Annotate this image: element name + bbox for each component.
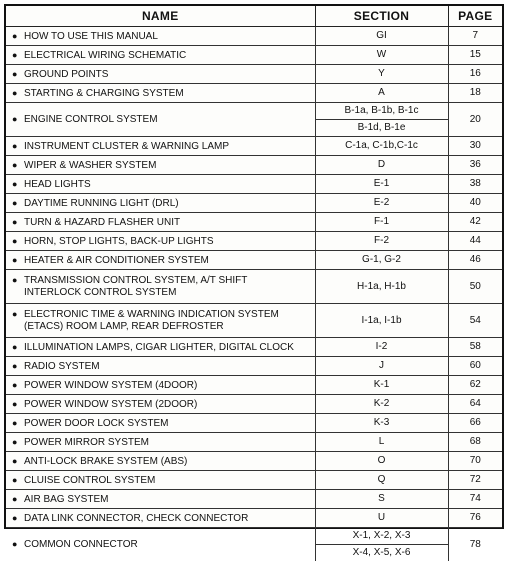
table-row: [6, 490, 502, 509]
row-section-cell: [315, 194, 448, 213]
bullet-icon: ●: [12, 68, 24, 80]
row-name: AIR BAG SYSTEM: [24, 494, 108, 506]
row-section-cell: [315, 65, 448, 84]
row-name-cell: [6, 452, 315, 471]
table-row: [6, 137, 502, 156]
row-section: B-1a, B-1b, B-1c: [316, 103, 448, 120]
table-of-contents: [4, 4, 504, 529]
row-name: (ETACS) ROOM LAMP, REAR DEFROSTER: [12, 321, 224, 333]
page-column-header: PAGE: [448, 6, 502, 27]
row-section: I-1a, I-1b: [361, 315, 401, 326]
bullet-icon: ●: [12, 274, 24, 286]
row-name-cell: [6, 338, 315, 357]
table-row: [6, 509, 502, 528]
bullet-icon: ●: [12, 159, 24, 171]
bullet-icon: ●: [12, 538, 24, 550]
row-section: C-1a, C-1b,C-1c: [345, 140, 418, 151]
row-name: POWER DOOR LOCK SYSTEM: [24, 418, 168, 430]
row-section-cell: [315, 251, 448, 270]
row-name-cell: [6, 251, 315, 270]
row-name-cell: [6, 232, 315, 251]
row-name-cell: [6, 304, 315, 338]
row-name: HORN, STOP LIGHTS, BACK-UP LIGHTS: [24, 236, 214, 248]
row-section: B-1d, B-1e: [316, 120, 448, 136]
row-name: POWER WINDOW SYSTEM (2DOOR): [24, 399, 197, 411]
row-page: 78: [448, 528, 502, 561]
table-row: [6, 84, 502, 103]
row-section: E-1: [374, 178, 390, 189]
row-section-cell: [315, 357, 448, 376]
table-row: [6, 27, 502, 46]
row-name-cell: [6, 471, 315, 490]
table-row: [6, 433, 502, 452]
row-page: 20: [448, 103, 502, 137]
table-row: [6, 156, 502, 175]
table-row: [6, 46, 502, 65]
row-name-cell: [6, 27, 315, 46]
row-name: STARTING & CHARGING SYSTEM: [24, 88, 184, 100]
row-section: J: [379, 360, 384, 371]
row-page: 50: [448, 270, 502, 304]
table-row: [6, 251, 502, 270]
row-section-cell: [315, 452, 448, 471]
row-page: 62: [448, 376, 502, 395]
row-page: 30: [448, 137, 502, 156]
bullet-icon: ●: [12, 379, 24, 391]
row-name: INSTRUMENT CLUSTER & WARNING LAMP: [24, 141, 229, 153]
row-section: F-2: [374, 235, 389, 246]
row-section: W: [377, 49, 386, 60]
row-page: 74: [448, 490, 502, 509]
bullet-icon: ●: [12, 140, 24, 152]
row-section: K-1: [374, 379, 390, 390]
row-section-cell: [315, 395, 448, 414]
row-name-cell: [6, 433, 315, 452]
row-section-cell: [315, 376, 448, 395]
row-name: DATA LINK CONNECTOR, CHECK CONNECTOR: [24, 513, 248, 525]
row-name-cell: [6, 395, 315, 414]
bullet-icon: ●: [12, 197, 24, 209]
row-name: GROUND POINTS: [24, 69, 108, 81]
row-name-cell: [6, 175, 315, 194]
row-page: 18: [448, 84, 502, 103]
bullet-icon: ●: [12, 87, 24, 99]
bullet-icon: ●: [12, 417, 24, 429]
row-name-cell: [6, 270, 315, 304]
row-section: Y: [378, 68, 385, 79]
row-name: ILLUMINATION LAMPS, CIGAR LIGHTER, DIGITAL CLOCK: [24, 342, 294, 354]
row-page: 42: [448, 213, 502, 232]
row-section: O: [378, 455, 386, 466]
row-page: 72: [448, 471, 502, 490]
row-name: CLUISE CONTROL SYSTEM: [24, 475, 155, 487]
row-name-cell: [6, 84, 315, 103]
table-row: [6, 213, 502, 232]
bullet-icon: ●: [12, 455, 24, 467]
table-row: [6, 103, 502, 137]
row-name-cell: [6, 156, 315, 175]
row-section-cell: [315, 103, 448, 137]
bullet-icon: ●: [12, 254, 24, 266]
row-section: D: [378, 159, 385, 170]
row-page: 64: [448, 395, 502, 414]
row-section-cell: [315, 84, 448, 103]
bullet-icon: ●: [12, 398, 24, 410]
row-page: 40: [448, 194, 502, 213]
table-row: [6, 194, 502, 213]
row-name: WIPER & WASHER SYSTEM: [24, 160, 156, 172]
bullet-icon: ●: [12, 512, 24, 524]
bullet-icon: ●: [12, 216, 24, 228]
row-section: X-4, X-5, X-6: [316, 545, 448, 561]
contents-rows: [6, 27, 502, 561]
row-section-cell: [315, 270, 448, 304]
row-name-cell: [6, 46, 315, 65]
contents-table: [6, 6, 502, 561]
row-name: INTERLOCK CONTROL SYSTEM: [12, 287, 176, 299]
row-section-cell: [315, 414, 448, 433]
table-row: [6, 395, 502, 414]
row-section: G-1, G-2: [362, 254, 401, 265]
table-row: [6, 175, 502, 194]
row-name-cell: [6, 137, 315, 156]
bullet-icon: ●: [12, 493, 24, 505]
row-section-cell: [315, 304, 448, 338]
row-page: 38: [448, 175, 502, 194]
row-section-cell: [315, 175, 448, 194]
row-name: HOW TO USE THIS MANUAL: [24, 31, 158, 43]
row-name: RADIO SYSTEM: [24, 361, 100, 373]
bullet-icon: ●: [12, 49, 24, 61]
row-name-cell: [6, 509, 315, 528]
section-column-header: SECTION: [315, 6, 448, 27]
row-page: 16: [448, 65, 502, 84]
row-name: TURN & HAZARD FLASHER UNIT: [24, 217, 180, 229]
row-section-cell: [315, 433, 448, 452]
row-page: 70: [448, 452, 502, 471]
row-name: ELECTRICAL WIRING SCHEMATIC: [24, 50, 186, 62]
row-section-cell: [315, 137, 448, 156]
row-section: K-2: [374, 398, 390, 409]
bullet-icon: ●: [12, 341, 24, 353]
row-name-cell: [6, 194, 315, 213]
table-row: [6, 414, 502, 433]
row-name: HEAD LIGHTS: [24, 179, 91, 191]
table-row: [6, 65, 502, 84]
row-name-cell: [6, 490, 315, 509]
row-page: 44: [448, 232, 502, 251]
row-section: A: [378, 87, 385, 98]
bullet-icon: ●: [12, 30, 24, 42]
row-name-cell: [6, 213, 315, 232]
row-section: GI: [376, 30, 387, 41]
row-section-cell: [315, 46, 448, 65]
bullet-icon: ●: [12, 308, 24, 320]
row-section-cell: [315, 156, 448, 175]
row-name: DAYTIME RUNNING LIGHT (DRL): [24, 198, 179, 210]
row-section: F-1: [374, 216, 389, 227]
row-name-cell: [6, 103, 315, 137]
table-row: [6, 270, 502, 304]
bullet-icon: ●: [12, 178, 24, 190]
row-page: 68: [448, 433, 502, 452]
table-row: [6, 471, 502, 490]
table-row: [6, 452, 502, 471]
row-section-cell: [315, 213, 448, 232]
row-name: ENGINE CONTROL SYSTEM: [24, 114, 158, 126]
row-section-cell: [315, 509, 448, 528]
row-name-cell: [6, 376, 315, 395]
row-section-cell: [315, 232, 448, 251]
row-name-cell: [6, 65, 315, 84]
row-page: 76: [448, 509, 502, 528]
row-section: K-3: [374, 417, 390, 428]
bullet-icon: ●: [12, 436, 24, 448]
row-name-cell: [6, 357, 315, 376]
row-section: Q: [378, 474, 386, 485]
row-section: I-2: [376, 341, 388, 352]
row-section-cell: [315, 490, 448, 509]
row-page: 36: [448, 156, 502, 175]
row-page: 46: [448, 251, 502, 270]
row-page: 58: [448, 338, 502, 357]
header-row: [6, 6, 502, 27]
row-name: COMMON CONNECTOR: [24, 539, 138, 551]
row-section: H-1a, H-1b: [357, 281, 406, 292]
bullet-icon: ●: [12, 235, 24, 247]
row-name: TRANSMISSION CONTROL SYSTEM, A/T SHIFT: [24, 275, 247, 287]
row-section-cell: [315, 338, 448, 357]
row-name: HEATER & AIR CONDITIONER SYSTEM: [24, 255, 209, 267]
table-row: [6, 232, 502, 251]
row-section-cell: [315, 471, 448, 490]
row-section: U: [378, 512, 385, 523]
row-page: 7: [448, 27, 502, 46]
row-section: E-2: [374, 197, 390, 208]
row-name: POWER WINDOW SYSTEM (4DOOR): [24, 380, 197, 392]
row-page: 15: [448, 46, 502, 65]
row-name-cell: [6, 414, 315, 433]
row-page: 54: [448, 304, 502, 338]
table-row: [6, 357, 502, 376]
table-row: [6, 376, 502, 395]
table-row: [6, 338, 502, 357]
row-page: 66: [448, 414, 502, 433]
row-name: ELECTRONIC TIME & WARNING INDICATION SYSTEM: [24, 309, 279, 321]
bullet-icon: ●: [12, 360, 24, 372]
name-column-header: NAME: [6, 6, 315, 27]
bullet-icon: ●: [12, 474, 24, 486]
row-section-cell: [315, 27, 448, 46]
row-name: POWER MIRROR SYSTEM: [24, 437, 149, 449]
bullet-icon: ●: [12, 113, 24, 125]
row-page: 60: [448, 357, 502, 376]
row-section: L: [379, 436, 385, 447]
table-row: [6, 304, 502, 338]
row-section: X-1, X-2, X-3: [316, 528, 448, 545]
row-section: S: [378, 493, 385, 504]
row-name: ANTI-LOCK BRAKE SYSTEM (ABS): [24, 456, 187, 468]
